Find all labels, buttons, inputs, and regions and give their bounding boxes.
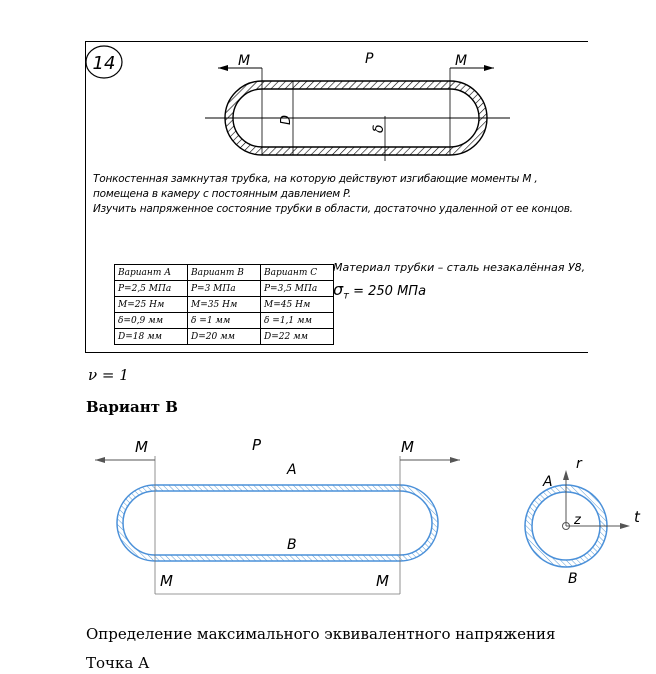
section-point-b: B [568,571,578,587]
sigma-value: = 250 МПа [348,284,427,299]
task-line-1: Тонкостенная замкнутая трубка, на которую действуют изгибающие моменты M , [93,173,538,185]
moment-top-left: M [135,438,148,456]
table-cell: δ =1,1 мм [261,313,334,329]
tube-section [117,485,438,561]
problem-number: 14 [92,53,116,74]
moment-label-right: M [455,53,468,69]
point-b-label: B [287,537,297,553]
poisson-ratio: ν = 1 [88,366,129,384]
table-cell: Вариант B [188,265,261,281]
material-info [333,261,585,302]
table-cell: P=3,5 МПа [261,281,334,297]
moment-label-left: M [238,53,251,69]
sigma-symbol: σ [333,280,344,299]
diameter-label: D [279,114,294,125]
table-cell: D=18 мм [115,329,188,345]
task-line-3: Изучить напряженное состояние трубки в области, достаточно удаленной от ее концов. [93,203,573,215]
pressure-top: P [252,436,262,454]
sigma-subscript: т [343,290,349,302]
variant-b-diagram [0,430,656,610]
t-axis-label: t [634,508,640,526]
moment-bottom-right: M [376,572,389,590]
table-cell: Вариант А [115,265,188,281]
yield-stress [333,280,585,302]
moment-bottom-left: M [160,572,173,590]
table-cell: D=20 мм [188,329,261,345]
table-row [115,281,334,297]
table-cell: M=35 Нм [188,297,261,313]
subsection-title: Точка А [86,654,150,672]
table-row [115,297,334,313]
r-axis-label: r [576,456,582,472]
table-cell: δ=0,9 мм [115,313,188,329]
section-title: Определение максимального эквивалентного напряжения [86,625,556,643]
pressure-label: P [365,51,374,67]
table-cell: P=3 МПа [188,281,261,297]
table-row [115,265,334,281]
variant-heading: Вариант В [86,398,178,416]
thickness-label: δ [371,124,387,133]
table-cell: M=45 Нм [261,297,334,313]
section-point-a: A [543,474,553,490]
table-cell: P=2,5 МПа [115,281,188,297]
tube-drawing [85,41,587,171]
material-line: Материал трубки – сталь незакалённая У8, [333,261,586,274]
task-line-2: помещена в камеру с постоянным давлением P. [93,188,351,200]
z-axis-label: z [574,513,581,528]
moment-top-right: M [401,438,414,456]
table-row [115,329,334,345]
table-cell: Вариант C [261,265,334,281]
table-cell: δ =1 мм [188,313,261,329]
table-cell: D=22 мм [261,329,334,345]
variants-table [114,264,334,345]
table-row [115,313,334,329]
table-cell: M=25 Нм [115,297,188,313]
point-a-label: A [287,462,297,478]
